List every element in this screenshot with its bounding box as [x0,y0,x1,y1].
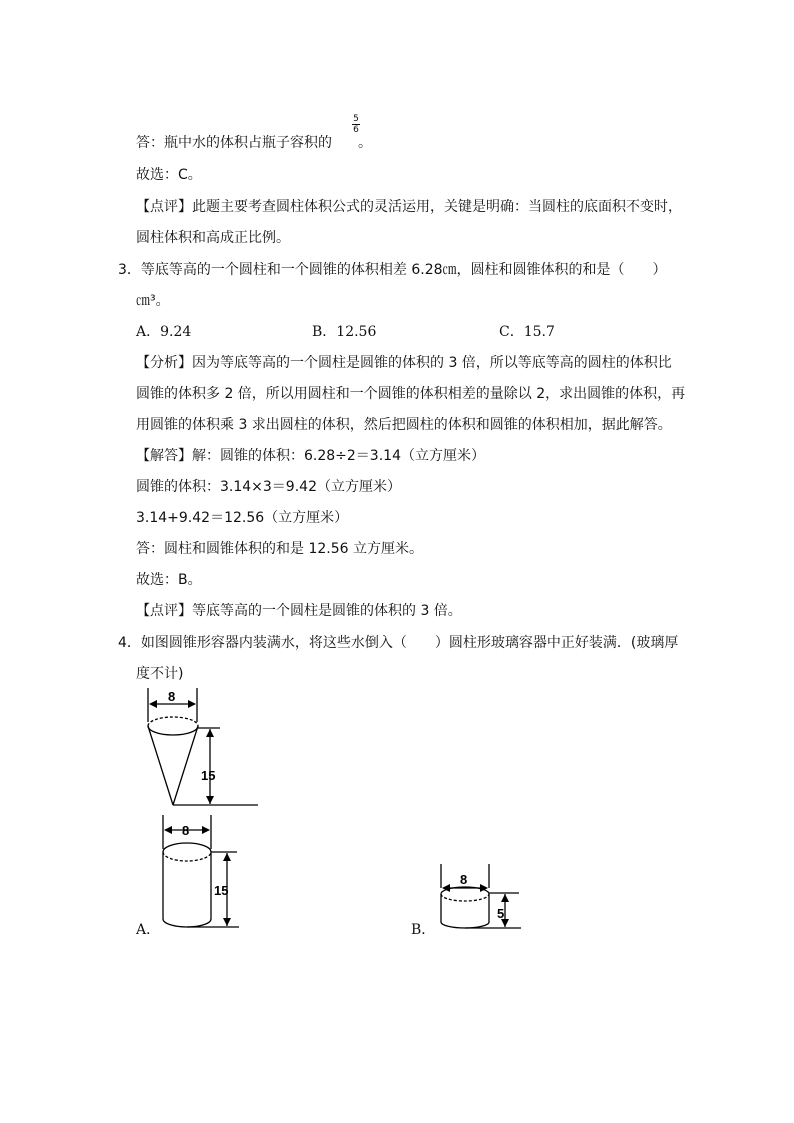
q2-answer-suffix: 。 [358,135,372,151]
q2-comment-line2: 圆柱体积和高成正比例。 [136,230,290,246]
cylinder-b-height-label: 5 [497,906,505,921]
q3-analysis-line3: 用圆锥的体积乘 3 求出圆柱的体积，然后把圆柱的体积和圆锥的体积相加，据此解答。 [136,417,672,433]
q3-option-a: A．9.24 [136,324,192,340]
cone-figure [140,688,260,810]
q2-answer [136,133,332,153]
q2-answer-prefix: 答：瓶中水的体积占瓶子容积的 [136,135,332,151]
q3-analysis-line2: 圆锥的体积多 2 倍，所以用圆柱和一个圆锥的体积相差的量除以 2，求出圆锥的体积，再 [136,386,686,402]
q3-solution-line3: 3.14+9.42＝12.56（立方厘米） [136,510,349,526]
cone-diameter-label: 8 [168,689,176,704]
fraction-numerator: 5 [353,114,359,124]
cone-height-label: 15 [201,768,216,783]
fraction-denominator: 6 [353,125,359,135]
q3-stem-line2: ㎝³。 [136,293,170,309]
q3-option-c: C．15.7 [499,324,555,340]
q3-analysis-line1: 【分析】因为等底等高的一个圆柱是圆锥的体积的 3 倍，所以等底等高的圆柱的体积比 [136,355,672,371]
fraction-five-sixths [351,114,361,135]
cylinder-a-figure [155,815,243,933]
cylinder-a-height-label: 15 [214,883,229,898]
q2-choice: 故选：C。 [136,167,202,183]
q4-option-b-label: B． [411,922,436,938]
q3-solution-line1: 【解答】解：圆锥的体积：6.28÷2＝3.14（立方厘米） [136,448,485,464]
cylinder-b-diameter-label: 8 [460,872,468,887]
q4-stem-line2: 度不计) [136,666,184,682]
q3-stem-line1: 3．等底等高的一个圆柱和一个圆锥的体积相差 6.28㎝，圆柱和圆锥体积的和是（ ） [118,262,667,278]
q4-option-a-label: A． [136,922,161,938]
q3-comment: 【点评】等底等高的一个圆柱是圆锥的体积的 3 倍。 [136,603,462,619]
q2-comment-line1: 【点评】此题主要考查圆柱体积公式的灵活运用，关键是明确：当圆柱的底面积不变时， [136,199,682,215]
q3-solution-line2: 圆锥的体积：3.14×3＝9.42（立方厘米） [136,479,401,495]
cylinder-a-diameter-label: 8 [182,823,190,838]
q3-option-b: B．12.56 [312,324,377,340]
q3-choice: 故选：B。 [136,572,202,588]
q4-stem-line1: 4．如图圆锥形容器内装满水，将这些水倒入（ ）圆柱形玻璃容器中正好装满．(玻璃厚 [118,635,679,651]
q3-solution-line4: 答：圆柱和圆锥体积的和是 12.56 立方厘米。 [136,541,423,557]
cylinder-b-figure [435,862,525,932]
